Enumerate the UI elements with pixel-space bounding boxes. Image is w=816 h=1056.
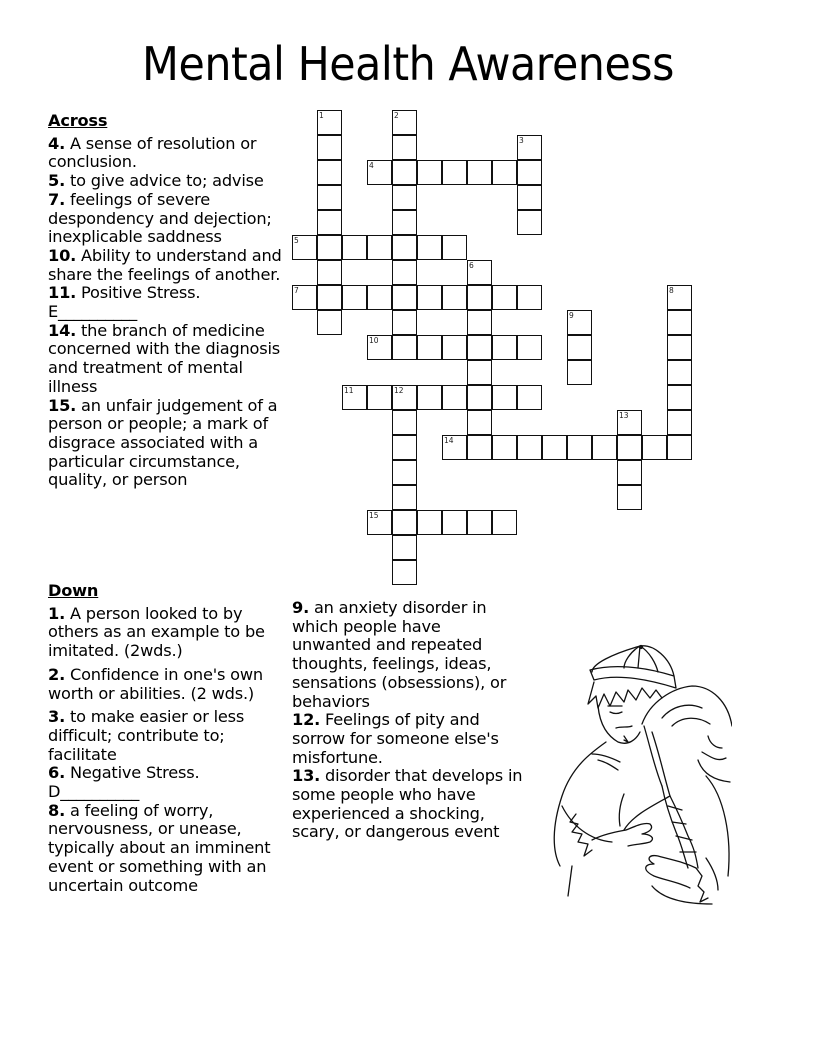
crossword-cell[interactable] <box>667 385 692 410</box>
crossword-cell[interactable] <box>467 310 492 335</box>
crossword-cell[interactable] <box>392 285 417 310</box>
crossword-cell[interactable] <box>342 385 367 410</box>
crossword-cell[interactable] <box>392 135 417 160</box>
crossword-cell[interactable] <box>517 335 542 360</box>
cell-number: 9 <box>569 311 574 320</box>
crossword-cell[interactable] <box>567 435 592 460</box>
crossword-cell[interactable] <box>392 185 417 210</box>
clue-text: the branch of medicine concerned with the diagnosis and treatment of mental illness <box>48 320 281 396</box>
clue-number: 14. <box>48 320 77 340</box>
clue-number: 11. <box>48 283 77 303</box>
clue-text: Positive Stress. E__________ <box>48 283 201 322</box>
clue-down-3 <box>48 708 284 764</box>
crossword-cell[interactable] <box>667 310 692 335</box>
crossword-cell[interactable] <box>492 510 517 535</box>
crossword-cell[interactable] <box>317 285 342 310</box>
crossword-cell[interactable] <box>417 285 442 310</box>
crossword-cell[interactable] <box>442 435 467 460</box>
crossword-cell[interactable] <box>367 510 392 535</box>
crossword-cell[interactable] <box>517 285 542 310</box>
crossword-cell[interactable] <box>667 435 692 460</box>
crossword-cell[interactable] <box>392 485 417 510</box>
clue-number: 2. <box>48 664 66 684</box>
down-heading: Down <box>48 581 99 600</box>
crossword-cell[interactable] <box>292 235 317 260</box>
crossword-cell[interactable] <box>467 260 492 285</box>
clue-down-1 <box>48 605 284 661</box>
crossword-cell[interactable] <box>442 385 467 410</box>
crossword-cell[interactable] <box>467 335 492 360</box>
crossword-cell[interactable] <box>392 335 417 360</box>
crossword-cell[interactable] <box>392 210 417 235</box>
cell-number: 12 <box>394 386 404 395</box>
crossword-cell[interactable] <box>392 435 417 460</box>
clue-down-13 <box>292 767 524 842</box>
clue-number: 3. <box>48 707 66 727</box>
clue-text: Ability to understand and share the feelings of another. <box>48 245 282 284</box>
crossword-cell[interactable] <box>442 285 467 310</box>
crossword-cell[interactable] <box>517 385 542 410</box>
crossword-cell[interactable] <box>317 260 342 285</box>
crossword-cell[interactable] <box>442 235 467 260</box>
cell-number: 3 <box>519 136 524 145</box>
clue-number: 9. <box>292 598 310 617</box>
crossword-cell[interactable] <box>517 185 542 210</box>
crossword-cell[interactable] <box>617 460 642 485</box>
clue-number: 7. <box>48 189 66 209</box>
clue-across-14 <box>48 322 284 397</box>
hugging-couple-illustration <box>532 636 732 916</box>
crossword-cell[interactable] <box>567 360 592 385</box>
across-heading: Across <box>48 111 108 130</box>
clue-down-8 <box>48 802 284 896</box>
clue-text: to give advice to; advise <box>65 171 264 191</box>
crossword-cell[interactable] <box>617 410 642 435</box>
crossword-cell[interactable] <box>317 210 342 235</box>
crossword-cell[interactable] <box>542 435 567 460</box>
crossword-cell[interactable] <box>392 510 417 535</box>
page-title: Mental Health Awareness <box>142 37 674 91</box>
cell-number: 4 <box>369 161 374 170</box>
clue-text: an anxiety disorder in which people have unwanted and repeated thoughts, feelings, ideas, sensations (obsessions), or behaviors <box>292 598 507 711</box>
crossword-cell[interactable] <box>467 160 492 185</box>
clue-across-11 <box>48 284 284 321</box>
crossword-cell[interactable] <box>492 285 517 310</box>
clue-number: 10. <box>48 245 77 265</box>
clue-number: 5. <box>48 171 66 191</box>
clue-text: feelings of severe despondency and dejection; inexplicable saddness <box>48 189 272 247</box>
crossword-cell[interactable] <box>492 385 517 410</box>
crossword-cell[interactable] <box>467 510 492 535</box>
clue-number: 12. <box>292 710 321 730</box>
crossword-cell[interactable] <box>492 435 517 460</box>
clue-text: disorder that develops in some people who have experienced a shocking, scary, or dangerous event <box>292 766 523 842</box>
crossword-cell[interactable] <box>667 285 692 310</box>
cell-number: 6 <box>469 261 474 270</box>
clue-across-10 <box>48 247 284 284</box>
crossword-cell[interactable] <box>392 260 417 285</box>
crossword-cell[interactable] <box>292 285 317 310</box>
crossword-cell[interactable] <box>667 360 692 385</box>
crossword-cell[interactable] <box>342 235 367 260</box>
clue-down-9 <box>292 599 524 711</box>
clue-text: a feeling of worry, nervousness, or unease, typically about an imminent event or something with an uncertain outcome <box>48 800 271 895</box>
crossword-cell[interactable] <box>492 335 517 360</box>
crossword-cell[interactable] <box>367 285 392 310</box>
crossword-cell[interactable] <box>367 160 392 185</box>
crossword-cell[interactable] <box>317 235 342 260</box>
crossword-cell[interactable] <box>592 435 617 460</box>
clue-text: Feelings of pity and sorrow for someone else's misfortune. <box>292 710 499 767</box>
crossword-cell[interactable] <box>417 510 442 535</box>
cell-number: 5 <box>294 236 299 245</box>
clue-text: to make easier or less difficult; contribute to; facilitate <box>48 707 245 764</box>
clue-number: 1. <box>48 603 66 623</box>
crossword-cell[interactable] <box>342 285 367 310</box>
crossword-cell[interactable] <box>392 535 417 560</box>
crossword-cell[interactable] <box>392 235 417 260</box>
crossword-cell[interactable] <box>617 485 642 510</box>
crossword-cell[interactable] <box>392 560 417 585</box>
crossword-cell[interactable] <box>367 335 392 360</box>
crossword-cell[interactable] <box>367 235 392 260</box>
crossword-cell[interactable] <box>517 135 542 160</box>
crossword-cell[interactable] <box>517 210 542 235</box>
crossword-cell[interactable] <box>642 435 667 460</box>
crossword-cell[interactable] <box>467 385 492 410</box>
crossword-cell[interactable] <box>467 285 492 310</box>
clue-text: Confidence in one's own worth or abilities. (2 wds.) <box>48 664 263 703</box>
clue-text: Negative Stress. D__________ <box>48 763 200 802</box>
cell-number: 7 <box>294 286 299 295</box>
clue-text: A person looked to by others as an example to be imitated. (2wds.) <box>48 603 265 661</box>
clue-across-7 <box>48 191 284 247</box>
crossword-cell[interactable] <box>392 460 417 485</box>
crossword-cell[interactable] <box>317 185 342 210</box>
crossword-cell[interactable] <box>417 385 442 410</box>
down-clues <box>48 582 284 895</box>
clue-text: an unfair judgement of a person or people; a mark of disgrace associated with a particular circumstance, quality, or person <box>48 395 278 490</box>
clue-across-15 <box>48 397 284 491</box>
crossword-cell[interactable] <box>442 335 467 360</box>
cell-number: 2 <box>394 111 399 120</box>
crossword-cell[interactable] <box>392 310 417 335</box>
crossword-cell[interactable] <box>417 160 442 185</box>
crossword-cell[interactable] <box>317 110 342 135</box>
crossword-cell[interactable] <box>517 435 542 460</box>
down-clues-continued <box>292 599 524 842</box>
crossword-cell[interactable] <box>392 385 417 410</box>
cell-number: 8 <box>669 286 674 295</box>
cell-number: 15 <box>369 511 379 520</box>
crossword-cell[interactable] <box>467 410 492 435</box>
cell-number: 13 <box>619 411 629 420</box>
clue-text: A sense of resolution or conclusion. <box>48 133 257 172</box>
crossword-cell[interactable] <box>442 510 467 535</box>
crossword-cell[interactable] <box>417 335 442 360</box>
cell-number: 14 <box>444 436 454 445</box>
crossword-cell[interactable] <box>392 160 417 185</box>
crossword-cell[interactable] <box>317 160 342 185</box>
across-clues <box>48 112 284 490</box>
clue-across-5 <box>48 172 284 191</box>
crossword-cell[interactable] <box>317 310 342 335</box>
crossword-cell[interactable] <box>417 235 442 260</box>
crossword-cell[interactable] <box>492 160 517 185</box>
crossword-cell[interactable] <box>467 360 492 385</box>
clue-down-2 <box>48 666 284 703</box>
crossword-cell[interactable] <box>517 160 542 185</box>
clue-number: 6. <box>48 763 66 783</box>
clue-number: 13. <box>292 766 321 786</box>
crossword-cell[interactable] <box>667 335 692 360</box>
cell-number: 1 <box>319 111 324 120</box>
clue-down-6 <box>48 764 284 801</box>
clue-across-4 <box>48 135 284 172</box>
clue-down-12 <box>292 711 524 767</box>
clue-number: 15. <box>48 395 77 415</box>
crossword-cell[interactable] <box>567 310 592 335</box>
crossword-cell[interactable] <box>367 385 392 410</box>
crossword-cell[interactable] <box>667 410 692 435</box>
cell-number: 10 <box>369 336 379 345</box>
crossword-cell[interactable] <box>392 110 417 135</box>
crossword-cell[interactable] <box>442 160 467 185</box>
crossword-cell[interactable] <box>317 135 342 160</box>
crossword-cell[interactable] <box>392 410 417 435</box>
crossword-cell[interactable] <box>467 435 492 460</box>
clue-number: 8. <box>48 800 66 820</box>
crossword-cell[interactable] <box>567 335 592 360</box>
clue-number: 4. <box>48 133 66 153</box>
cell-number: 11 <box>344 386 354 395</box>
crossword-cell[interactable] <box>617 435 642 460</box>
